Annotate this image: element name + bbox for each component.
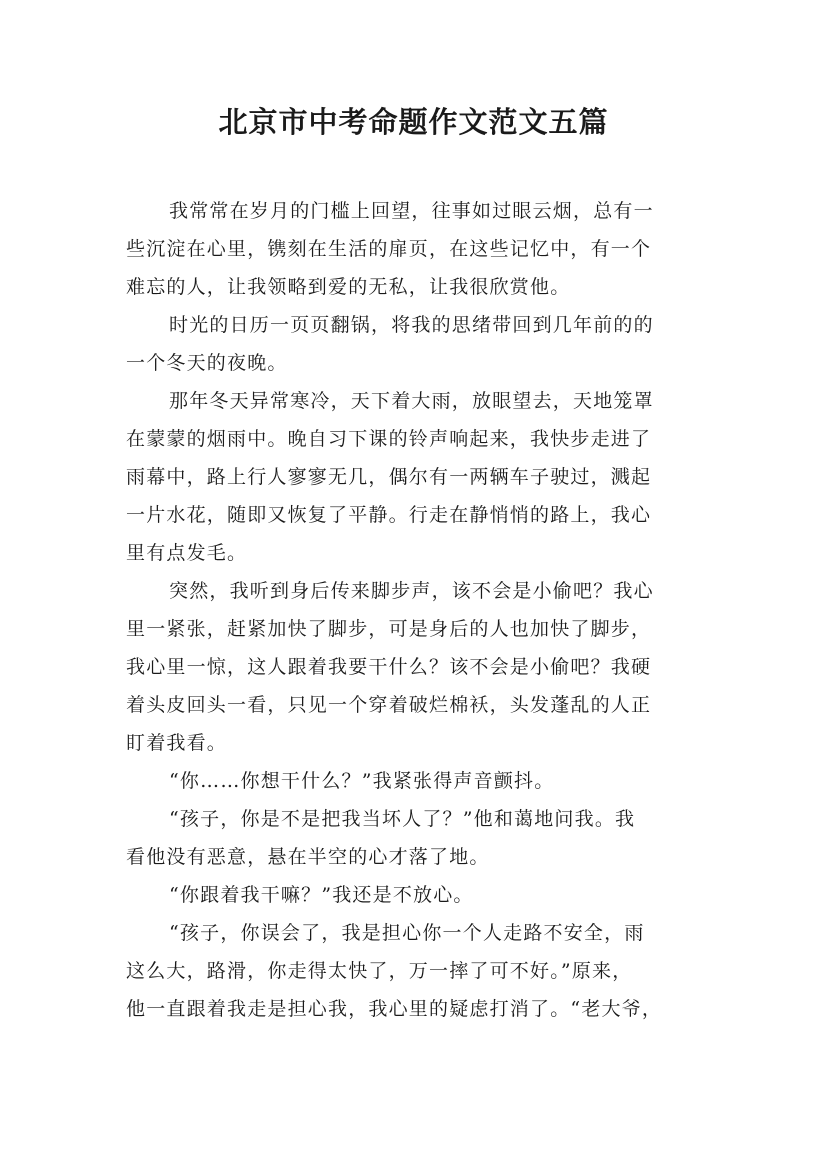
text-line: 里一紧张，赶紧加快了脚步，可是身后的人也加快了脚步，	[126, 618, 652, 640]
text-line: “你……你想干什么？”我紧张得声音颤抖。	[169, 770, 555, 792]
text-line: 一个冬天的夜晚。	[126, 352, 288, 374]
document-title: 北京市中考命题作文范文五篇	[218, 105, 609, 139]
text-line: 时光的日历一页页翻锅，将我的思绪带回到几年前的的	[169, 314, 654, 336]
text-line: 突然，我听到身后传来脚步声，该不会是小偷吧？我心	[169, 580, 654, 602]
text-line: 些沉淀在心里，镌刻在生活的扉页，在这些记忆中，有一个	[126, 238, 652, 260]
text-line: 着头皮回头一看，只见一个穿着破烂棉袄，头发蓬乱的人正	[126, 694, 652, 716]
text-line: 雨幕中，路上行人寥寥无几，偶尔有一两辆车子驶过，溅起	[126, 466, 652, 488]
document-body	[126, 192, 706, 1028]
text-line: 难忘的人，让我领略到爱的无私，让我很欣赏他。	[126, 276, 571, 298]
text-line: 一片水花，随即又恢复了平静。行走在静悄悄的路上，我心	[126, 504, 652, 526]
text-line: 这么大，路滑，你走得太快了，万一摔了可不好。”原来，	[126, 960, 633, 982]
text-line: “你跟着我干嘛？”我还是不放心。	[169, 884, 474, 906]
text-line: 他一直跟着我走是担心我，我心里的疑虑打消了。“老大爷，	[126, 998, 663, 1020]
text-line: 看他没有恶意，悬在半空的心才落了地。	[126, 846, 490, 868]
text-line: 盯着我看。	[126, 732, 228, 754]
text-line: 在蒙蒙的烟雨中。晚自习下课的铃声响起来，我快步走进了	[126, 428, 652, 450]
text-line: 我常常在岁月的门槛上回望，往事如过眼云烟，总有一	[169, 200, 654, 222]
text-line: “孩子，你是不是把我当坏人了？”他和蔼地问我。我	[169, 808, 636, 830]
text-line: “孩子，你误会了，我是担心你一个人走路不安全，雨	[169, 922, 645, 944]
text-line: 我心里一惊，这人跟着我要干什么？该不会是小偷吧？我硬	[126, 656, 652, 678]
text-line: 里有点发毛。	[126, 542, 248, 564]
text-line: 那年冬天异常寒冷，天下着大雨，放眼望去，天地笼罩	[169, 390, 654, 412]
